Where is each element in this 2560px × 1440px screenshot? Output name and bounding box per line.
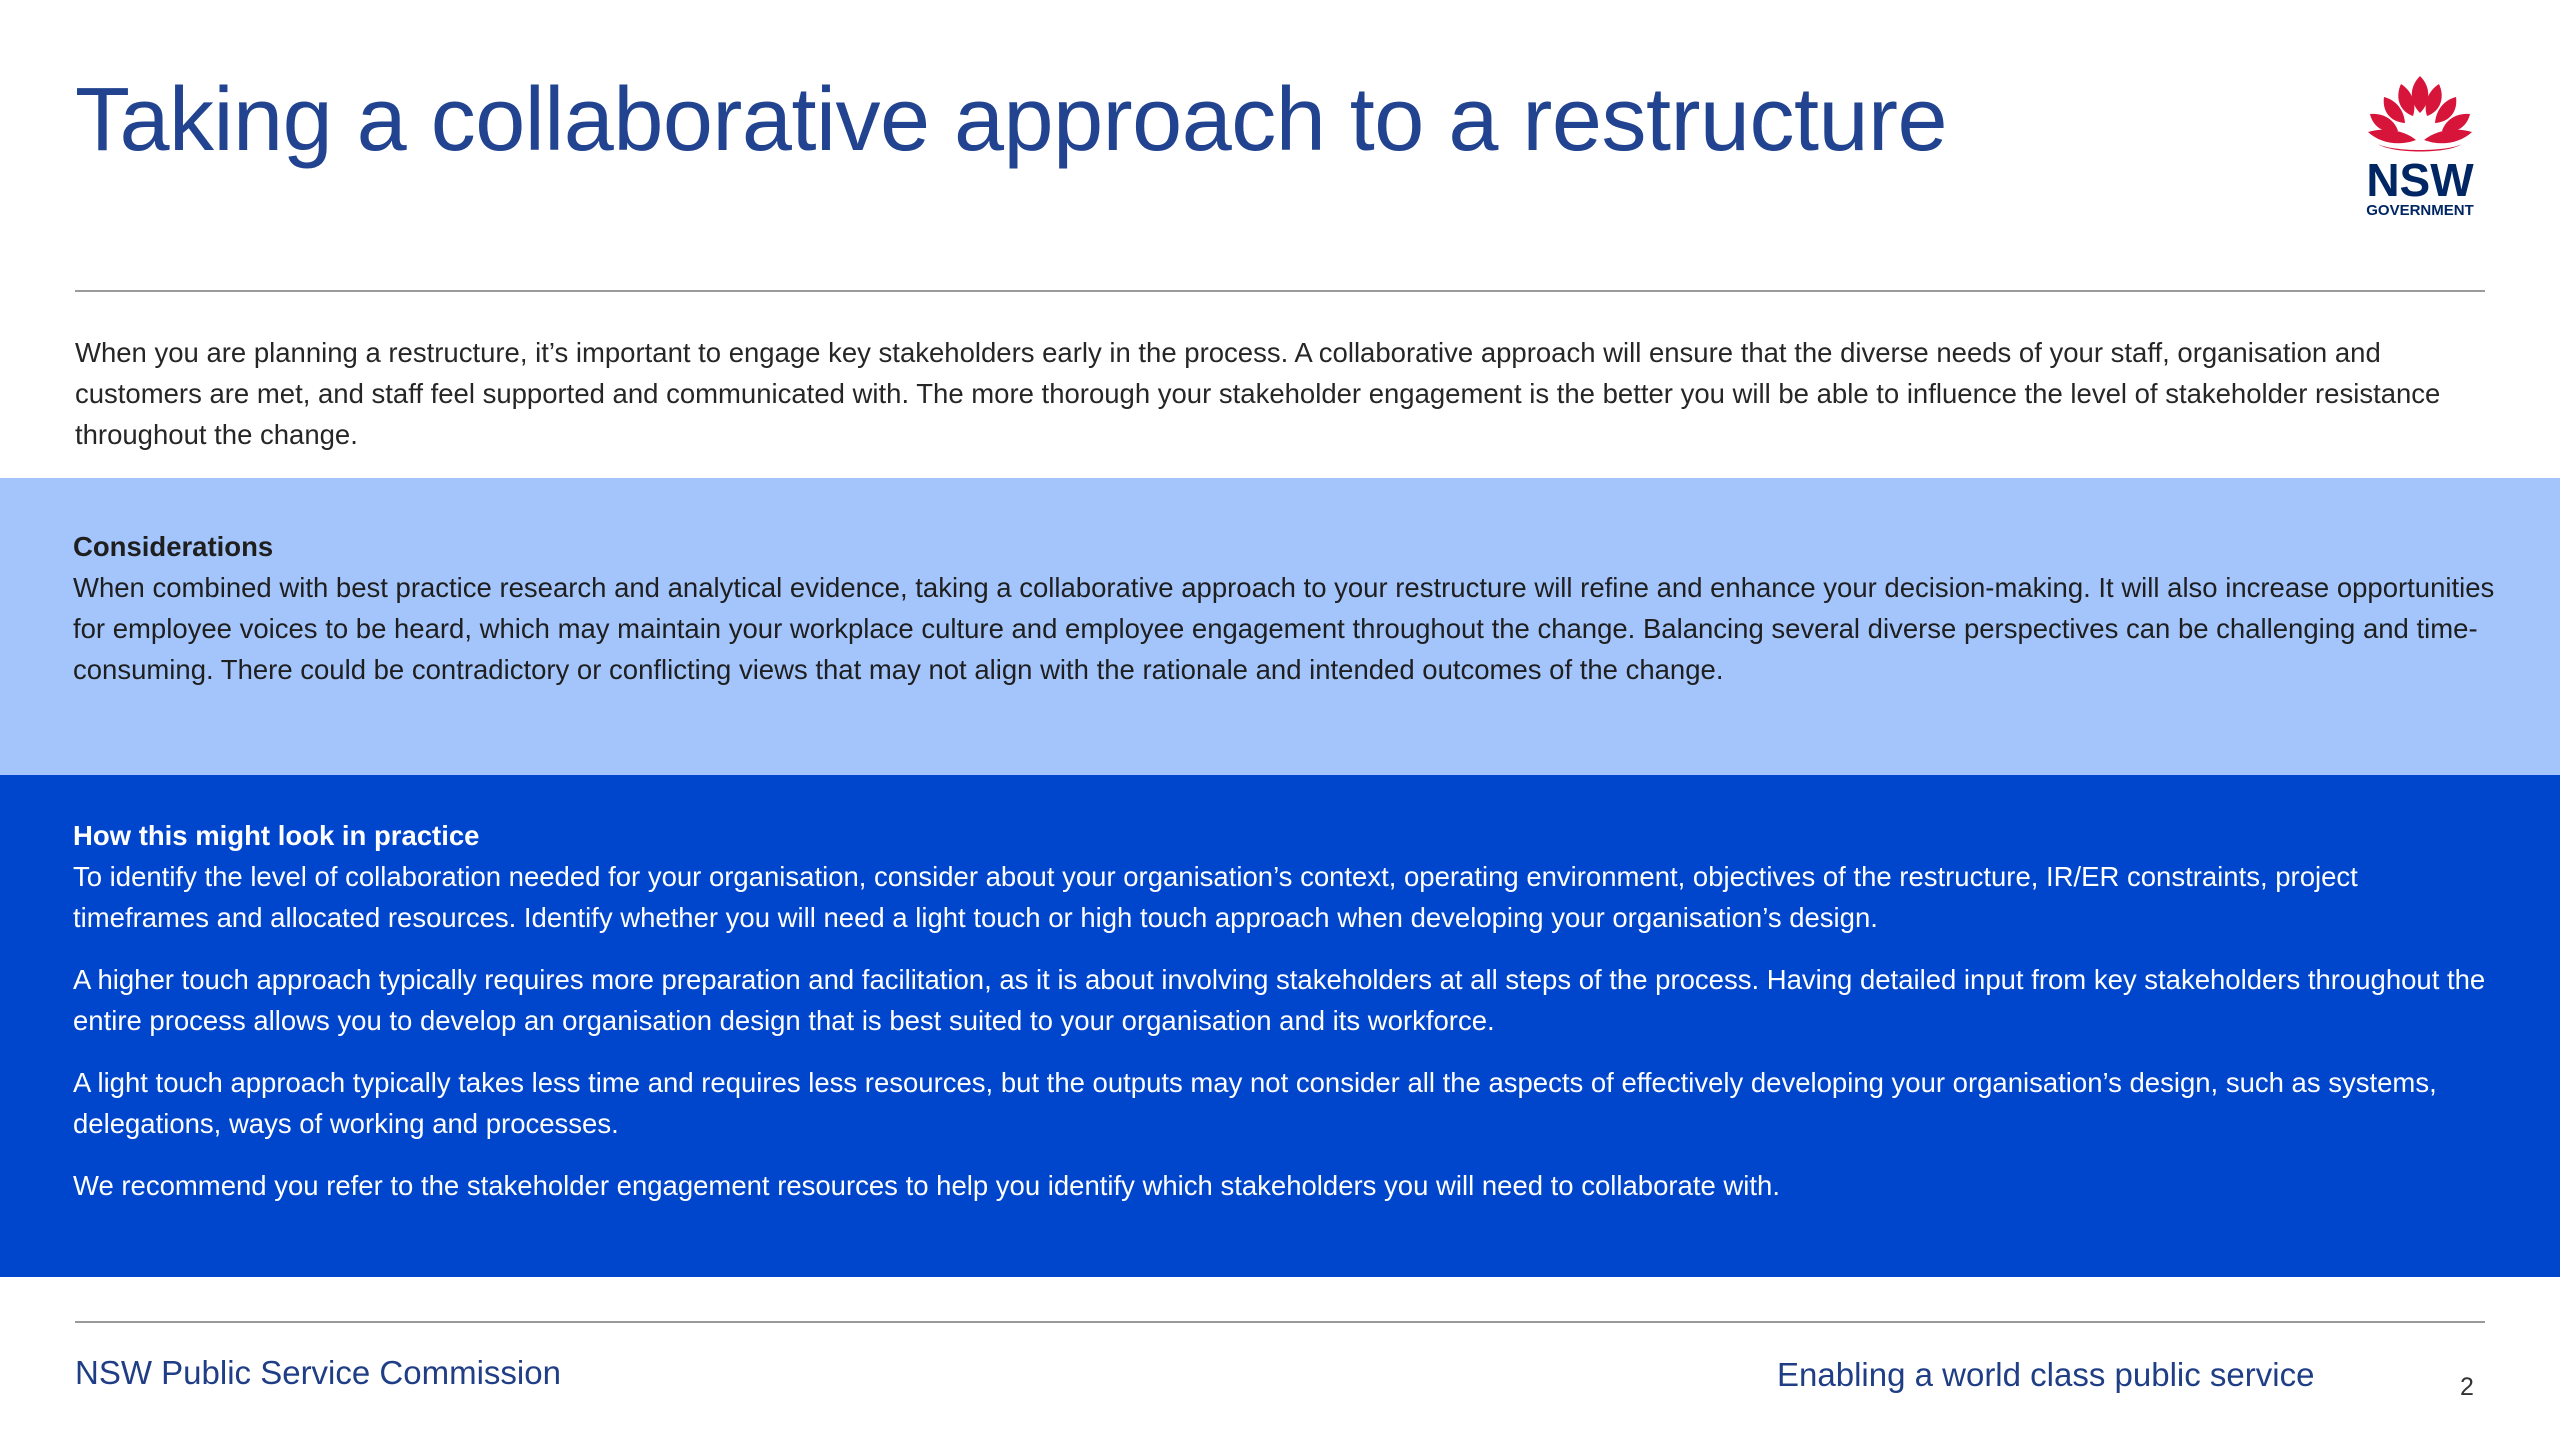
page-number: 2 bbox=[2460, 1373, 2474, 1401]
waratah-flower-icon bbox=[2340, 70, 2500, 230]
nsw-government-logo bbox=[2340, 70, 2500, 230]
logo-wordmark: NSW bbox=[2366, 154, 2474, 206]
footer-organisation: NSW Public Service Commission bbox=[75, 1354, 561, 1391]
intro-paragraph: When you are planning a restructure, it’s important to engage key stakeholders early in the process. A collaborative approach will ensure that the diverse needs of your staff, organisation and customers are met, and staff feel supported and communicated with. The more thorough your stakeholder engagement is the better you will be able to influence the level of stakeholder resistance throughout the change. bbox=[75, 337, 2441, 450]
considerations-body: When combined with best practice research and analytical evidence, taking a collaborative approach to your restructure will refine and enhance your decision-making. It will also increase opportunities for employee voices to be heard, which may maintain your workplace culture and employee engagement throughout the change. Balancing several diverse perspectives can be challenging and time-consuming. There could be contradictory or conflicting views that may not align with the rationale and intended outcomes of the change. bbox=[73, 572, 2495, 685]
logo-subtext: GOVERNMENT bbox=[2366, 202, 2474, 219]
slide-title: Taking a collaborative approach to a restructure bbox=[75, 70, 1948, 170]
considerations-section bbox=[0, 478, 2560, 775]
practice-paragraph: A light touch approach typically takes less time and requires less resources, but the outputs may not consider all the aspects of effectively developing your organisation’s design, such as systems, delegations, ways of working and processes. bbox=[73, 1067, 2437, 1139]
practice-section bbox=[0, 775, 2560, 1277]
practice-paragraph: To identify the level of collaboration needed for your organisation, consider about your organisation’s context, operating environment, objectives of the restructure, IR/ER constraints, project timeframes and allocated resources. Identify whether you will need a light touch or high touch approach when developing your organisation’s design. bbox=[73, 861, 2358, 933]
footer-divider bbox=[75, 1321, 2485, 1323]
footer-tagline: Enabling a world class public service bbox=[1777, 1356, 2315, 1393]
practice-paragraph: A higher touch approach typically requires more preparation and facilitation, as it is about involving stakeholders at all steps of the process. Having detailed input from key stakeholders throughout the entire process allows you to develop an organisation design that is best suited to your organisation and its workforce. bbox=[73, 964, 2486, 1036]
header-divider bbox=[75, 290, 2485, 292]
practice-paragraph: We recommend you refer to the stakeholder engagement resources to help you identify which stakeholders you will need to collaborate with. bbox=[73, 1170, 1780, 1201]
considerations-heading: Considerations bbox=[73, 531, 274, 562]
practice-heading: How this might look in practice bbox=[73, 820, 480, 851]
